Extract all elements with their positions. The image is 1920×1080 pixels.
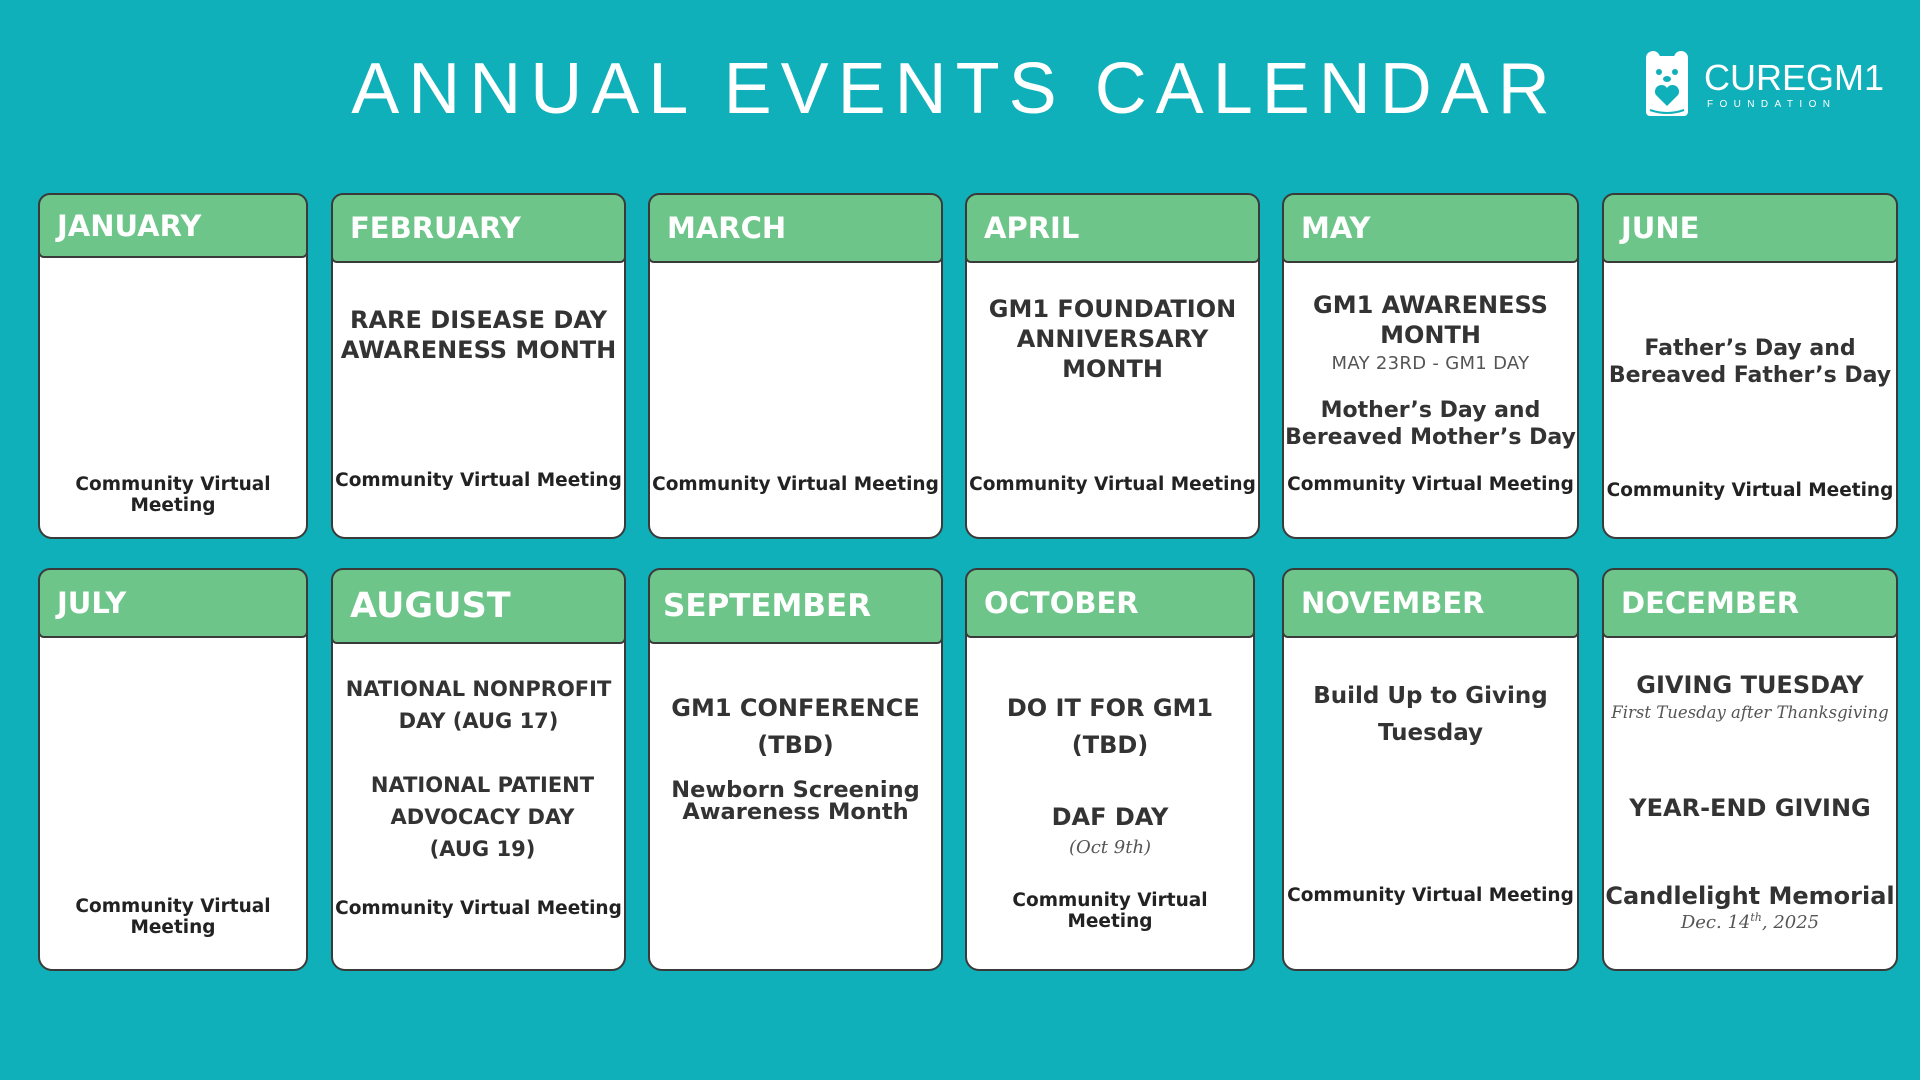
community-virtual-meeting: Community Virtual Meeting <box>335 470 622 491</box>
event-gm1-foundation-anniversary <box>967 294 1258 384</box>
event-line: Father’s Day and <box>1644 336 1856 361</box>
event-gm1-conference <box>650 690 941 764</box>
event-line: Awareness Month <box>682 799 909 825</box>
month-header: JUNE <box>1602 193 1898 263</box>
event-line: Mother’s Day and <box>1320 398 1541 423</box>
date-suffix: th <box>1750 911 1762 924</box>
event-candlelight-memorial: Candlelight Memorial <box>1605 882 1895 910</box>
event-giving-tuesday: GIVING TUESDAY <box>1636 671 1864 699</box>
date-text: Dec. 14 <box>1680 912 1751 933</box>
community-virtual-meeting: Community Virtual Meeting <box>969 474 1256 495</box>
community-virtual-meeting: Community Virtual Meeting <box>1606 480 1894 501</box>
month-header: JULY <box>38 568 308 638</box>
event-line: RARE DISEASE DAY <box>349 306 607 334</box>
event-daf-day: DAF DAY <box>1051 803 1169 831</box>
event-rare-disease-day <box>333 305 624 365</box>
month-card-november <box>1282 568 1579 971</box>
month-header: JANUARY <box>38 193 308 258</box>
event-line: (AUG 19) <box>429 837 536 861</box>
bear-heart-icon <box>1644 50 1690 118</box>
month-card-march <box>648 193 943 539</box>
month-header: FEBRUARY <box>331 193 626 263</box>
month-card-april <box>965 193 1260 539</box>
month-header: MAY <box>1282 193 1579 263</box>
community-virtual-meeting: Community Virtual Meeting <box>1287 474 1574 495</box>
month-card-september <box>648 568 943 971</box>
event-line: GM1 AWARENESS <box>1313 291 1548 319</box>
month-header: APRIL <box>965 193 1260 263</box>
community-virtual-meeting: Community Virtual Meeting <box>652 474 939 495</box>
community-virtual-meeting: Community Virtual Meeting <box>75 896 271 938</box>
event-line: Newborn Screening <box>671 777 920 803</box>
event-line: Build Up to Giving <box>1313 683 1548 709</box>
month-card-january <box>38 193 308 539</box>
event-line: GM1 CONFERENCE <box>671 694 920 722</box>
month-header: NOVEMBER <box>1282 568 1579 638</box>
month-card-december <box>1602 568 1898 971</box>
event-national-nonprofit-day <box>333 673 624 737</box>
event-year-end-giving: YEAR-END GIVING <box>1629 794 1871 822</box>
event-line: Bereaved Father’s Day <box>1608 363 1892 388</box>
date-year: , 2025 <box>1761 912 1820 933</box>
event-line: Tuesday <box>1377 720 1484 746</box>
event-national-patient-advocacy-day <box>341 769 624 865</box>
event-line: DAY (AUG 17) <box>398 709 559 733</box>
giving-tuesday-note: First Tuesday after Thanksgiving <box>1611 703 1889 722</box>
event-build-up-to-giving-tuesday <box>1284 678 1577 752</box>
logo-subtitle: FOUNDATION <box>1707 99 1837 110</box>
month-card-july <box>38 568 308 971</box>
event-do-it-for-gm1 <box>967 690 1253 764</box>
event-line: MONTH <box>1062 355 1163 383</box>
community-virtual-meeting: Community Virtual Meeting <box>335 898 622 919</box>
month-header: OCTOBER <box>965 568 1255 638</box>
month-header: SEPTEMBER <box>648 568 943 644</box>
event-line: Bereaved Mother’s Day <box>1285 425 1576 450</box>
community-virtual-meeting: Community Virtual Meeting <box>75 474 271 516</box>
gm1-day-note: MAY 23RD - GM1 DAY <box>1331 353 1530 374</box>
event-line: GM1 FOUNDATION <box>988 295 1237 323</box>
curegm1-logo <box>1644 50 1885 120</box>
community-virtual-meeting: Community Virtual Meeting <box>1012 890 1208 932</box>
event-mothers-day <box>1284 397 1577 451</box>
event-fathers-day <box>1604 335 1896 389</box>
event-line: ADVOCACY DAY <box>390 805 575 829</box>
event-line: NATIONAL NONPROFIT <box>345 677 612 701</box>
event-newborn-screening <box>650 779 941 823</box>
daf-day-date: (Oct 9th) <box>1068 837 1152 858</box>
event-line: AWARENESS MONTH <box>340 336 617 364</box>
event-line: (TBD) <box>757 731 834 759</box>
event-line: ANNIVERSARY <box>1016 325 1209 353</box>
month-card-august <box>331 568 626 971</box>
logo-name: CUREGM1 <box>1704 57 1885 98</box>
month-header: MARCH <box>648 193 943 263</box>
month-header: AUGUST <box>331 568 626 644</box>
month-header: DECEMBER <box>1602 568 1898 638</box>
event-gm1-awareness-month <box>1284 290 1577 350</box>
event-line: (TBD) <box>1071 731 1149 759</box>
event-line: NATIONAL PATIENT <box>370 773 595 797</box>
month-card-february <box>331 193 626 539</box>
event-line: DO IT FOR GM1 <box>1006 694 1214 722</box>
month-card-june <box>1602 193 1898 539</box>
event-line: MONTH <box>1380 321 1481 349</box>
community-virtual-meeting: Community Virtual Meeting <box>1287 885 1574 906</box>
month-card-october <box>965 568 1255 971</box>
month-card-may <box>1282 193 1579 539</box>
candlelight-memorial-date <box>1604 911 1896 933</box>
page-title: ANNUAL EVENTS CALENDAR <box>351 49 1559 129</box>
